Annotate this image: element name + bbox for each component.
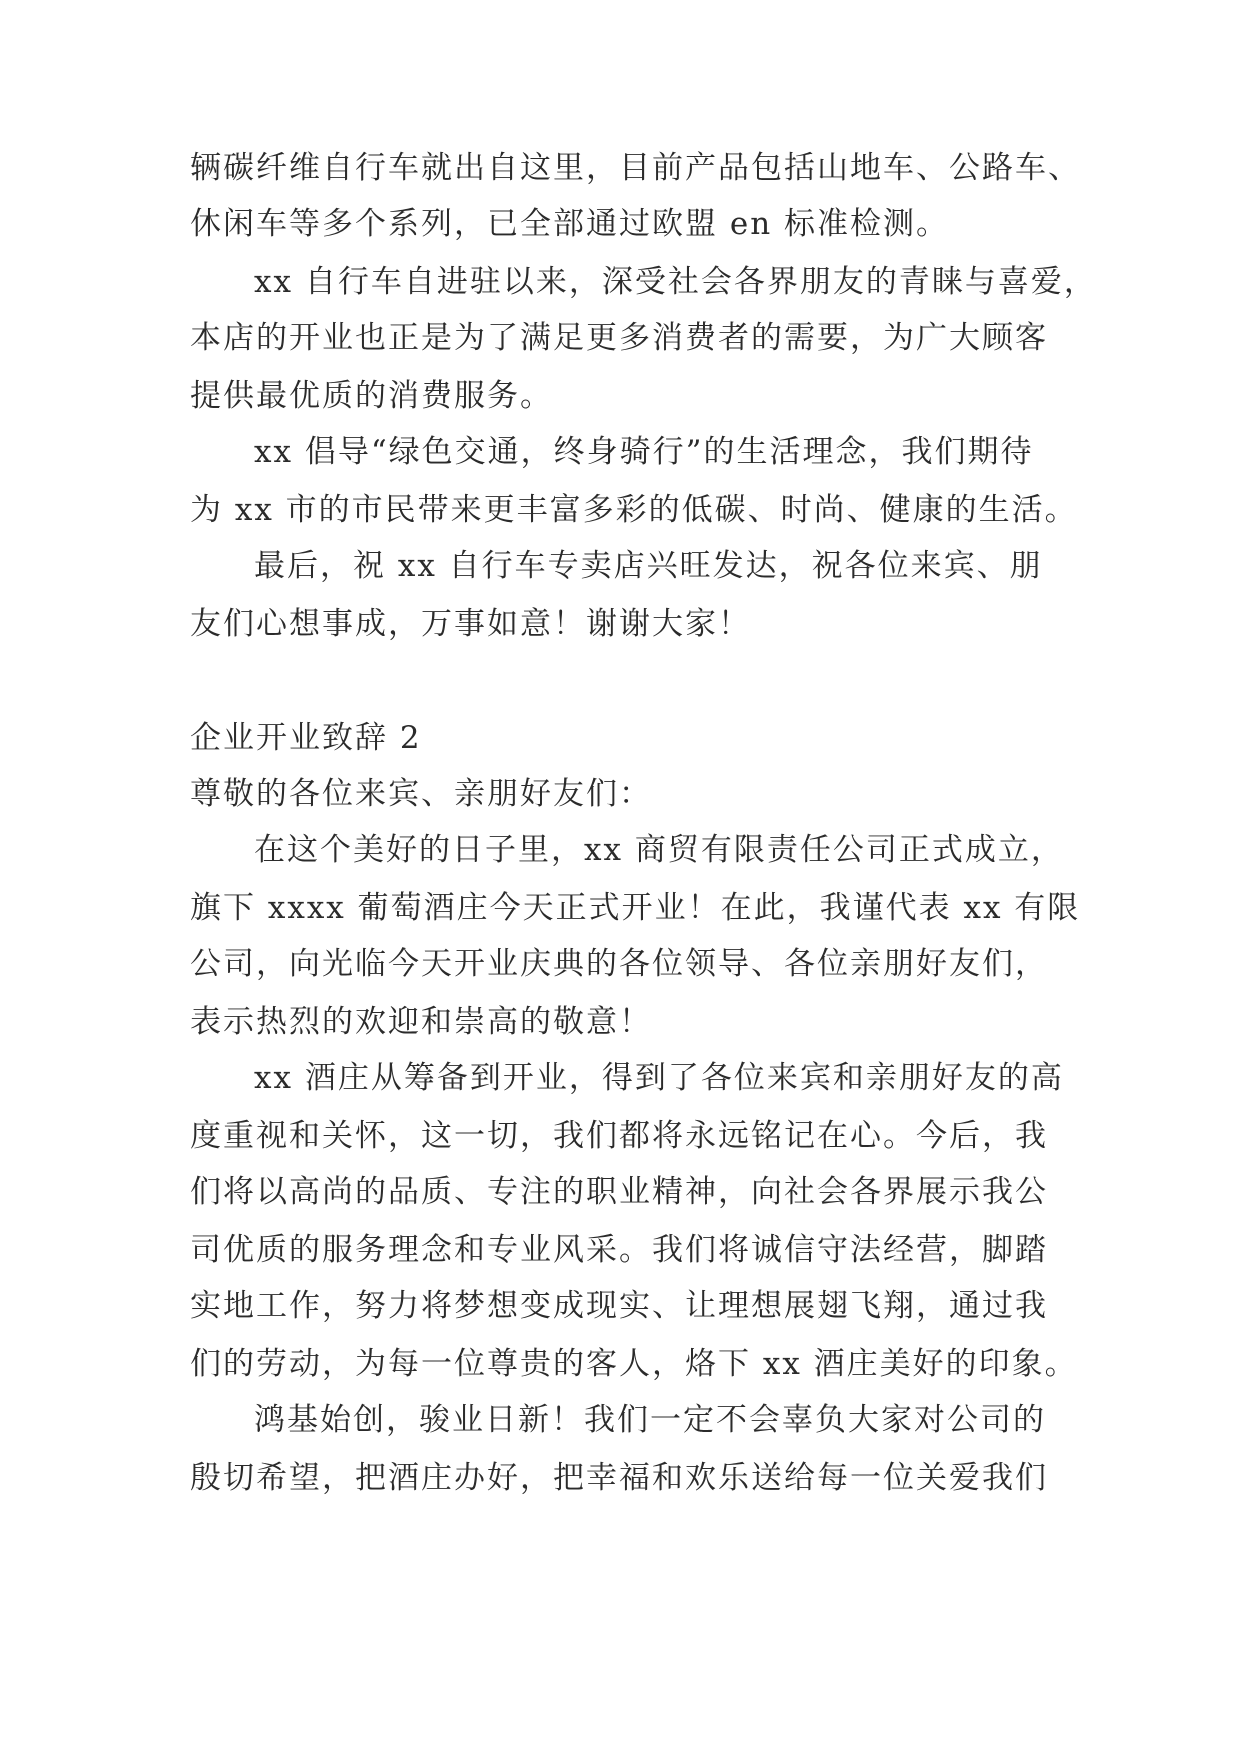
paragraph-start-line: 鸿基始创，骏业日新！我们一定不会辜负大家对公司的 <box>254 1402 1046 1438</box>
text-line: 为 xx 市的市民带来更丰富多彩的低碳、时尚、健康的生活。 <box>190 492 1078 528</box>
text-line: 表示热烈的欢迎和崇高的敬意！ <box>190 1004 652 1040</box>
text-line: 们的劳动，为每一位尊贵的客人，烙下 xx 酒庄美好的印象。 <box>190 1346 1078 1382</box>
section-heading: 企业开业致辞 2 <box>190 720 422 756</box>
text-line: 旗下 xxxx 葡萄酒庄今天正式开业！在此，我谨代表 xx 有限 <box>190 890 1081 926</box>
text-line: 司优质的服务理念和专业风采。我们将诚信守法经营，脚踏 <box>190 1232 1048 1268</box>
text-line: 们将以高尚的品质、专注的职业精神，向社会各界展示我公 <box>190 1174 1048 1210</box>
paragraph-start-line: xx 自行车自进驻以来，深受社会各界朋友的青睐与喜爱， <box>254 264 1097 300</box>
text-line: 本店的开业也正是为了满足更多消费者的需要，为广大顾客 <box>190 320 1048 356</box>
text-line: 公司，向光临今天开业庆典的各位领导、各位亲朋好友们， <box>190 946 1048 982</box>
paragraph-start-line: xx 酒庄从筹备到开业，得到了各位来宾和亲朋好友的高 <box>254 1060 1064 1096</box>
paragraph-start-line: 最后，祝 xx 自行车专卖店兴旺发达，祝各位来宾、朋 <box>254 548 1043 584</box>
text-line: 友们心想事成，万事如意！谢谢大家！ <box>190 606 751 642</box>
text-line: 提供最优质的消费服务。 <box>190 378 553 414</box>
text-line: 辆碳纤维自行车就出自这里，目前产品包括山地车、公路车、 <box>190 150 1081 186</box>
text-line: 实地工作，努力将梦想变成现实、让理想展翅飞翔，通过我 <box>190 1288 1048 1324</box>
paragraph-start-line: 在这个美好的日子里，xx 商贸有限责任公司正式成立， <box>254 832 1064 868</box>
text-line: 度重视和关怀，这一切，我们都将永远铭记在心。今后，我 <box>190 1118 1048 1154</box>
salutation: 尊敬的各位来宾、亲朋好友们： <box>190 776 652 812</box>
paragraph-start-line: xx 倡导“绿色交通，终身骑行”的生活理念，我们期待 <box>254 434 1034 470</box>
text-line: 殷切希望，把酒庄办好，把幸福和欢乐送给每一位关爱我们 <box>190 1460 1048 1496</box>
text-line: 休闲车等多个系列，已全部通过欧盟 en 标准检测。 <box>190 206 950 242</box>
